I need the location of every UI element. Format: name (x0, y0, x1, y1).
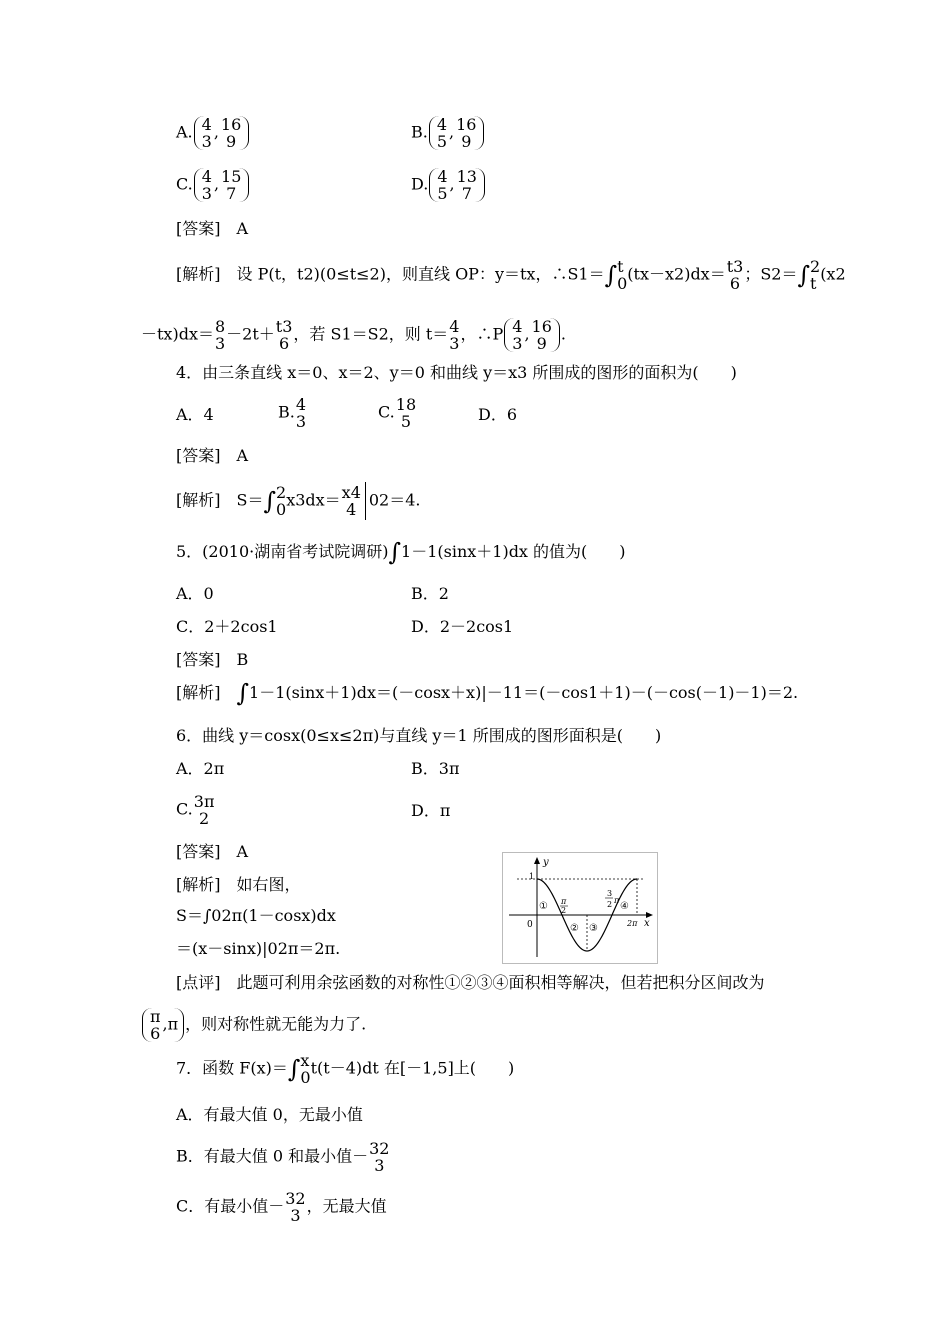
eval-bar (365, 482, 366, 520)
q6-analysis-1: [解析] 如右图， (176, 875, 301, 894)
q6-analysis-3: ＝(x－sinx)|02π＝2π. (176, 939, 341, 958)
q6-option-a: A．2π (176, 759, 225, 778)
q3-answer: [答案] A (176, 219, 249, 238)
q5-option-a: A．0 (176, 584, 214, 603)
q7-option-a: A．有最大值 0，无最小值 (176, 1105, 363, 1124)
q5-stem: 5．(2010·湖南省考试院调研)∫1－1(sinx＋1)dx 的值为( ) (176, 538, 626, 566)
q6-analysis-2: S＝∫02π(1－cosx)dx (176, 906, 336, 925)
q4-option-c: C. 18 5 (378, 395, 417, 431)
x-label: x (644, 918, 650, 929)
cosine-figure (502, 852, 658, 964)
q3-option-d: D. 4 5 , 13 7 (411, 168, 486, 202)
q5-option-c: C．2＋2cos1 (176, 617, 278, 636)
q7-option-c: C．有最小值－ 32 3 ，无最大值 (176, 1189, 387, 1225)
q6-answer: [答案] A (176, 842, 249, 861)
q4-stem: 4．由三条直线 x＝0、x＝2、y＝0 和曲线 y＝x3 所围成的图形的面积为( ) (176, 363, 737, 382)
q6-option-d: D．π (411, 801, 451, 820)
region-1: ① (539, 901, 548, 912)
q5-analysis: [解析] ∫1－1(sinx＋1)dx＝(－cosx＋x)|－11＝(－cos1＋1)－(－cos(－1)－1)＝2. (176, 679, 799, 707)
q6-comment-2: π 6 ,π ，则对称性就无能为力了. (141, 1008, 366, 1042)
three-half-num: 3 (607, 889, 613, 898)
two-pi-label: 2π (627, 919, 638, 928)
q7-stem: 7．函数 F(x)＝∫ x 0 t(t－4)dt 在[－1,5]上( ) (176, 1051, 515, 1087)
q3-option-c: C. 4 3 , 15 7 (176, 168, 250, 202)
q5-answer: [答案] B (176, 650, 249, 669)
q4-option-d: D．6 (478, 405, 518, 424)
q6-option-c: C. 3π 2 (176, 792, 215, 828)
q7-option-b: B．有最大值 0 和最小值－ 32 3 (176, 1139, 390, 1175)
q6-comment-1: [点评] 此题可利用余弦函数的对称性①②③④面积相等解决，但若把积分区间改为 (176, 973, 765, 992)
q6-stem: 6．曲线 y＝cosx(0≤x≤2π)与直线 y＝1 所围成的图形面积是( ) (176, 726, 662, 745)
region-2: ② (570, 923, 579, 934)
y-label: y (543, 857, 549, 868)
region-3: ③ (589, 923, 598, 934)
q3-option-b: B. 4 5 , 16 9 (411, 116, 485, 150)
region-4: ④ (620, 901, 629, 912)
three-half-pi: π (614, 896, 620, 905)
pi-half-den: 2 (561, 906, 567, 915)
cosine-graph (503, 853, 657, 963)
q4-analysis: [解析] S＝∫ 2 0 x3dx＝ x4 4 02＝4. (176, 483, 421, 519)
q3-option-a: A. 4 3 , 16 9 (176, 116, 250, 150)
origin-label: 0 (527, 920, 533, 930)
y-axis-arrow (534, 857, 540, 864)
q3-analysis-line-2: －tx)dx＝ 8 3 －2t＋ t3 6 ，若 S1＝S2，则 t＝ 4 3 ，∴P 4 3 , 16 9 . (141, 317, 566, 353)
one-label: 1 (529, 872, 535, 881)
three-half-den: 2 (607, 900, 613, 909)
q4-answer: [答案] A (176, 446, 249, 465)
pi-half-num: π (561, 897, 567, 906)
q5-option-b: B．2 (411, 584, 449, 603)
q4-option-b: B. 4 3 (278, 395, 307, 431)
q6-option-b: B．3π (411, 759, 460, 778)
q3-analysis-line-1: [解析] 设 P(t，t2)(0≤t≤2)，则直线 OP：y＝tx，∴S1＝∫ t 0 (tx－x2)dx＝ t3 6 ；S2＝∫ 2 t (x2 (176, 257, 846, 293)
q5-option-d: D．2－2cos1 (411, 617, 514, 636)
q4-option-a: A．4 (176, 405, 214, 424)
